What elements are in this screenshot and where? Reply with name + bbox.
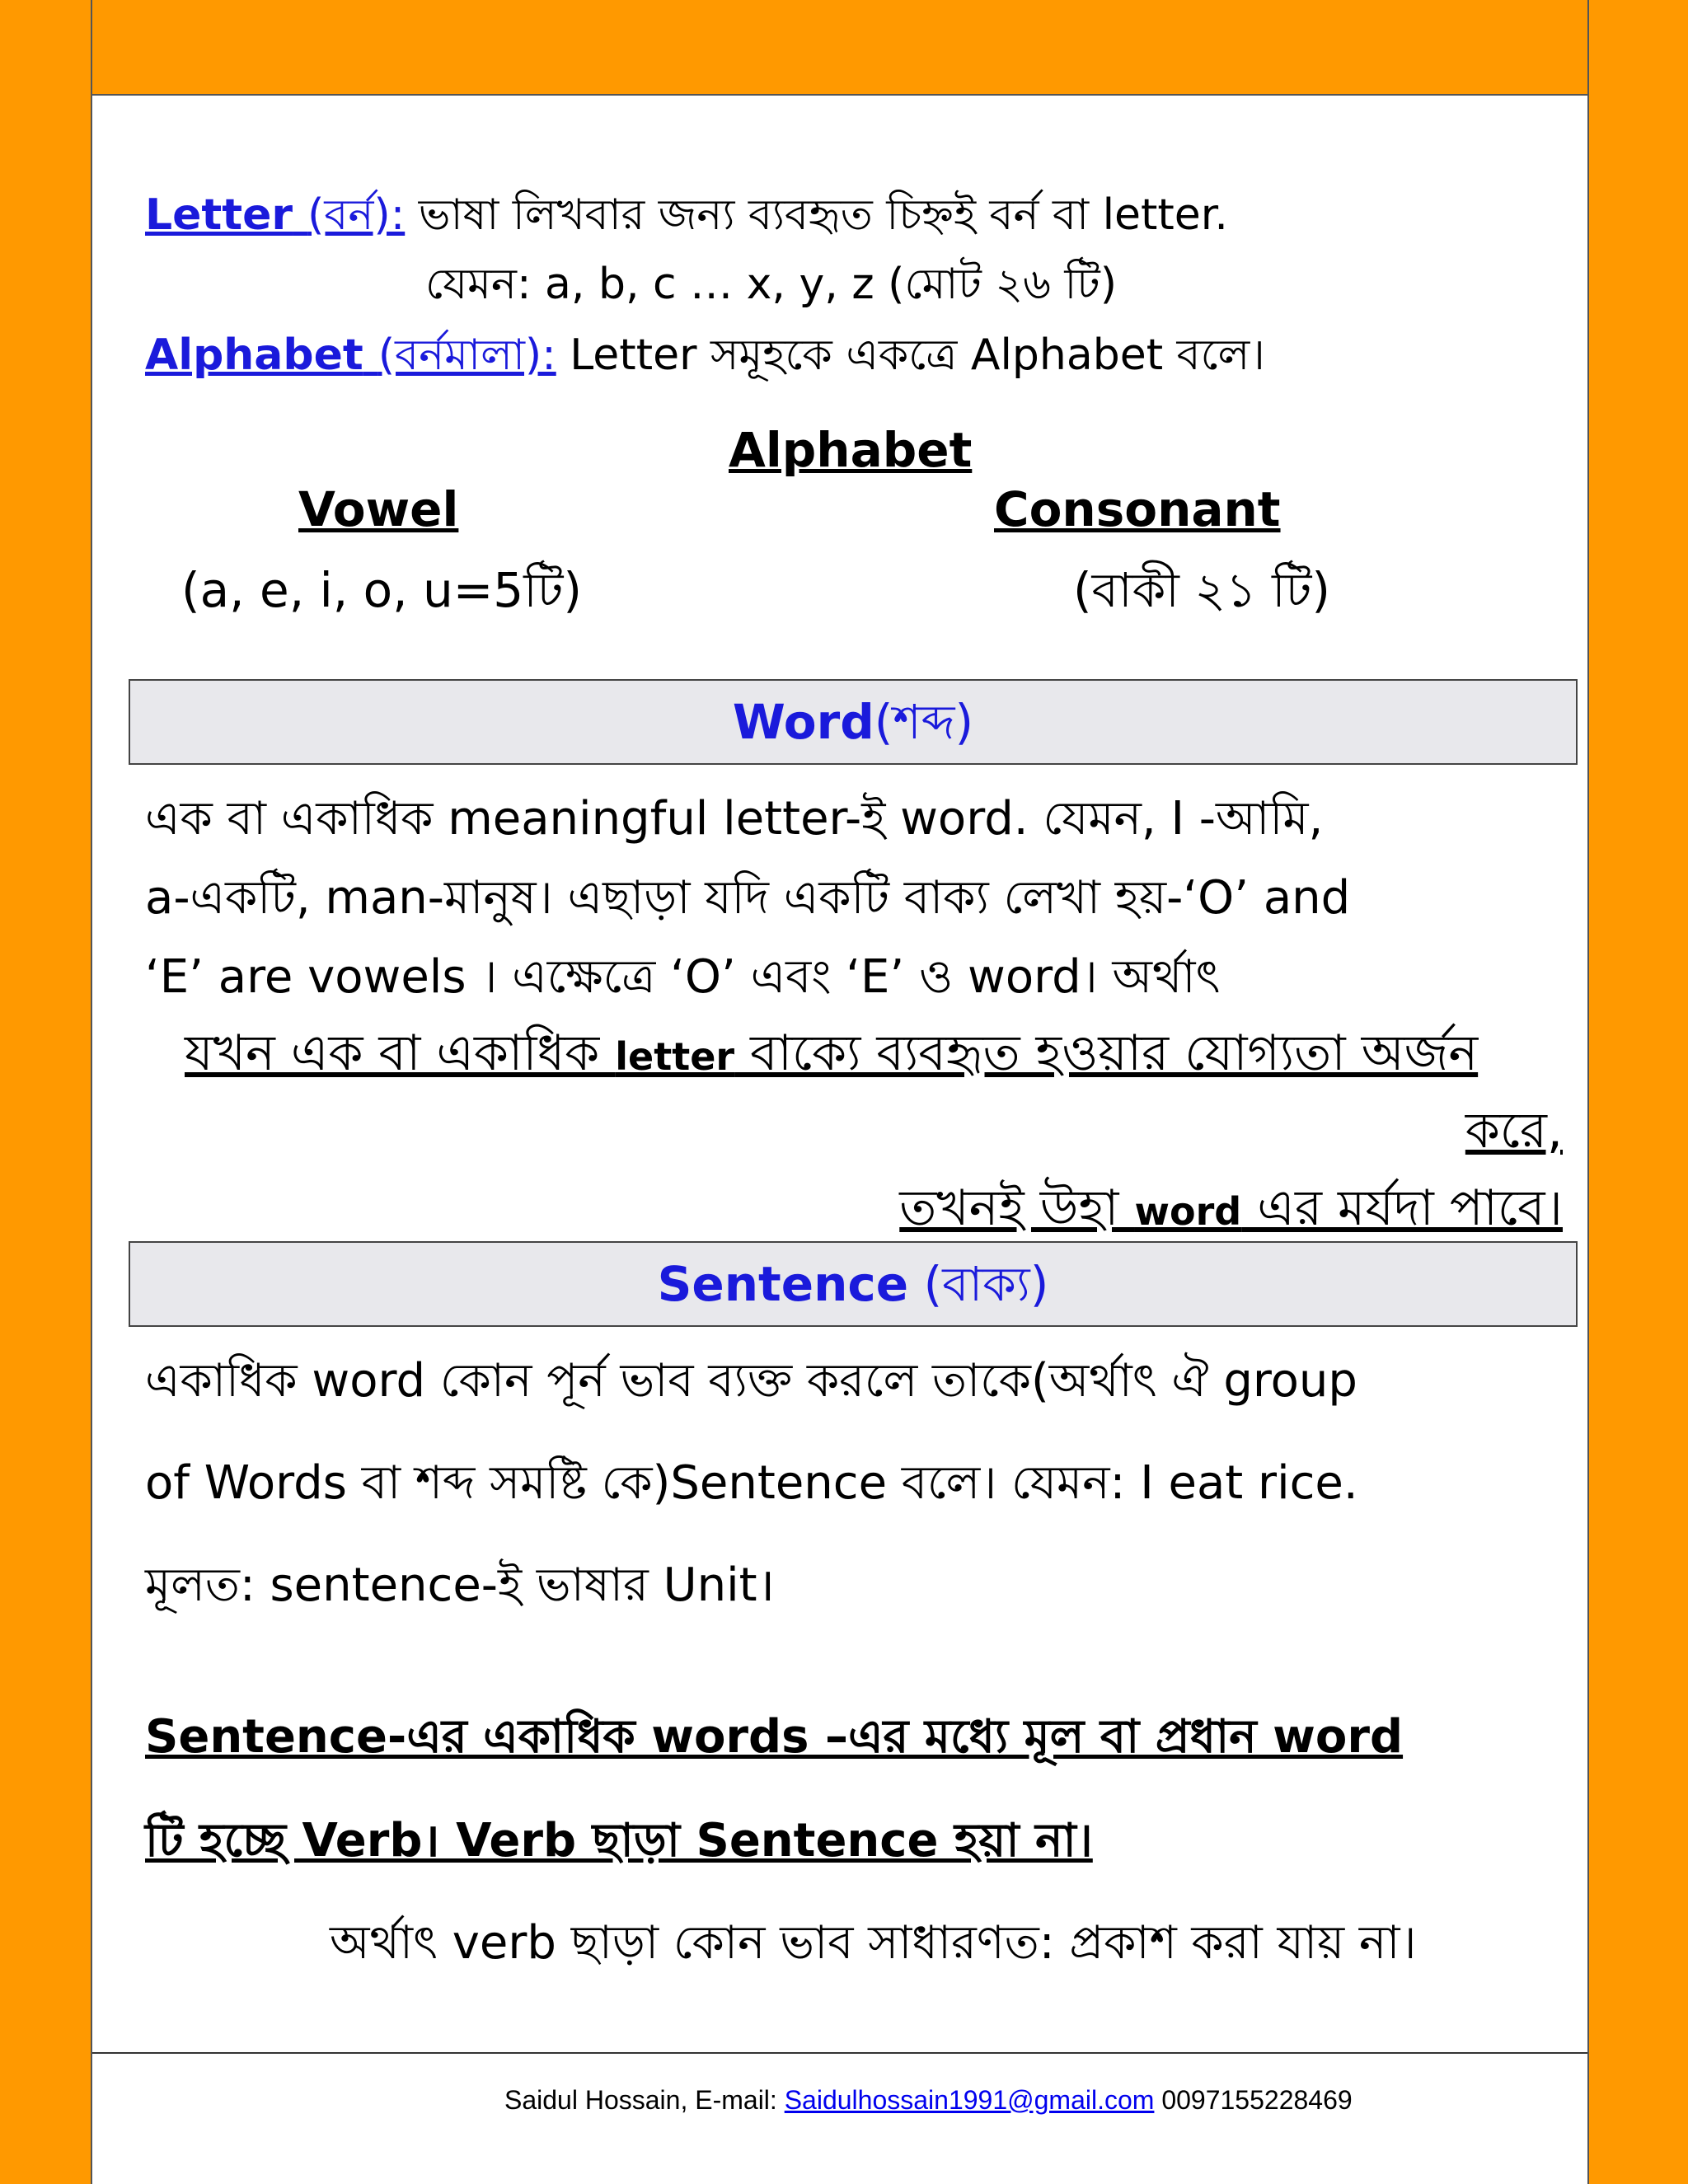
- letter-example: যেমন: a, b, c … x, y, z (মোট ২৬ টি): [425, 260, 1117, 309]
- footer-divider: [92, 2052, 1587, 2054]
- word-emphasis-1: যখন এক বা একাধিক letter বাক্যে ব্যবহৃত হওয়ার যোগ্যতা অর্জন: [185, 1024, 1479, 1082]
- sentence-line-2: of Words বা শব্দ সমষ্টি কে)Sentence বলে। যেমন: I eat rice.: [145, 1456, 1358, 1510]
- footer-author: Saidul Hossain, E-mail:: [504, 2085, 785, 2115]
- sentence-line-3: মূলত: sentence-ই ভাষার Unit।: [145, 1558, 775, 1612]
- alphabet-term: Alphabet (বর্নমালা):: [145, 330, 556, 380]
- vowel-detail: (a, e, i, o, u=5টি): [181, 562, 583, 618]
- word-emphasis-2: করে,: [1465, 1102, 1563, 1160]
- consonant-detail: (বাকী ২১ টি): [1073, 562, 1330, 618]
- top-border: [92, 0, 1587, 96]
- footer: [92, 2085, 1587, 2116]
- alphabet-definition: [145, 321, 1265, 393]
- word-line-2: a-একটি, man-মানুষ। এছাড়া যদি একটি বাক্য লেখা হয়-‘O’ and: [145, 871, 1351, 925]
- word-emphasis-3: তখনই উহা word এর মর্যদা পাবে।: [899, 1179, 1563, 1237]
- word-heading-box: [129, 679, 1578, 765]
- left-border: [0, 0, 92, 2184]
- word-line-3: ‘E’ are vowels । এক্ষেত্রে ‘O’ এবং ‘E’ ও word। অর্থাৎ: [145, 950, 1221, 1004]
- footer-email-link[interactable]: Saidulhossain1991@gmail.com: [784, 2085, 1155, 2115]
- word-heading-bn: (শব্দ): [874, 694, 974, 750]
- vowel-heading: Vowel: [298, 481, 459, 537]
- consonant-heading: Consonant: [994, 481, 1281, 537]
- sentence-emphasis-2: টি হচ্ছে Verb। Verb ছাড়া Sentence হয়া না।: [145, 1814, 1093, 1868]
- word-heading: Word: [732, 694, 874, 750]
- alphabet-heading: Alphabet: [729, 422, 973, 478]
- sentence-heading: Sentence: [657, 1256, 909, 1312]
- letter-term: Letter (বর্ন):: [145, 190, 406, 240]
- sentence-line-4: অর্থাৎ verb ছাড়া কোন ভাব সাধারণত: প্রকাশ করা যায় না।: [330, 1916, 1417, 1970]
- sentence-heading-box: [129, 1241, 1578, 1327]
- letter-definition-text: ভাষা লিখবার জন্য ব্যবহৃত চিহ্নই বর্ন বা letter.: [418, 190, 1228, 240]
- word-line-1: এক বা একাধিক meaningful letter-ই word. যেমন, I -আমি,: [145, 792, 1324, 846]
- footer-phone: 0097155228469: [1154, 2085, 1353, 2115]
- alphabet-definition-text: Letter সমূহকে একত্রে Alphabet বলে।: [570, 330, 1265, 380]
- right-border: [1587, 0, 1688, 2184]
- sentence-line-1: একাধিক word কোন পূর্ন ভাব ব্যক্ত করলে তাকে(অর্থাৎ ঐ group: [145, 1354, 1357, 1408]
- letter-definition: [145, 181, 1228, 253]
- sentence-emphasis-1: Sentence-এর একাধিক words –এর মধ্যে মূল বা প্রধান word: [145, 1710, 1404, 1764]
- sentence-heading-bn: (বাক্য): [923, 1256, 1049, 1312]
